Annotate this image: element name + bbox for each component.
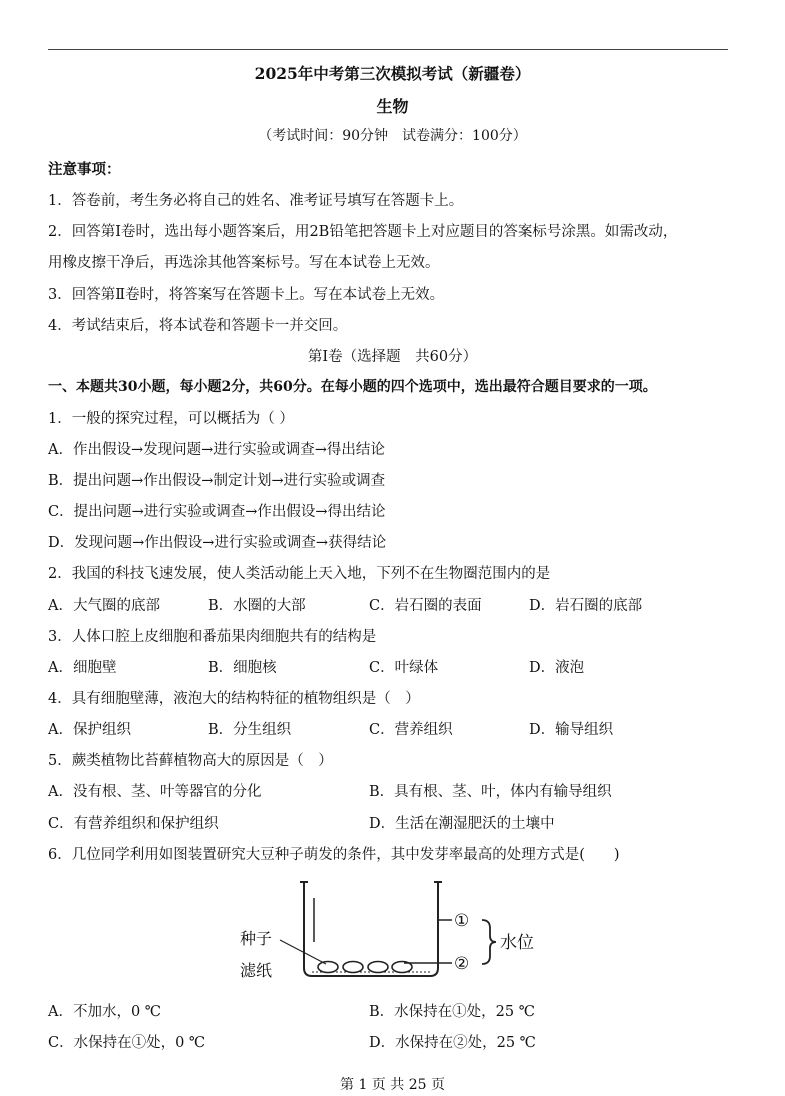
question-2-option-a: A．大气圈的底部 [48,598,160,614]
question-2-option-d: D．岩石圈的底部 [529,598,643,614]
question-6-option-a: A．不加水，0 ℃ [48,1004,162,1020]
question-5-option-c: C．有营养组织和保护组织 [48,816,219,832]
question-2-option-b: B．水圈的大部 [208,598,306,614]
notes-heading: 注意事项： [48,161,121,178]
question-4-option-d: D．输导组织 [529,722,614,738]
question-5-stem: 5．蕨类植物比苔藓植物高大的原因是（ ） [48,753,333,769]
page-footer: 第 1 页 共 25 页 [340,1077,445,1093]
question-1-option-c: C．提出问题→进行实验或调查→作出假设→得出结论 [48,504,386,520]
question-1-option-b: B．提出问题→作出假设→制定计划→进行实验或调查 [48,473,386,489]
label-filter-paper: 滤纸 [240,961,273,980]
question-6-option-d: D．水保持在②处，25 ℃ [369,1035,536,1051]
question-5-option-b: B．具有根、茎、叶，体内有输导组织 [369,784,612,800]
question-6-option-c: C．水保持在①处，0 ℃ [48,1035,206,1051]
question-4-option-a: A．保护组织 [48,722,131,738]
question-3-option-c: C．叶绿体 [369,660,439,676]
note-item: 3．回答第Ⅱ卷时，将答案写在答题卡上。写在本试卷上无效。 [48,287,445,303]
question-3-option-b: B．细胞核 [208,660,277,676]
question-6-option-b: B．水保持在①处，25 ℃ [369,1004,535,1020]
subject-title: 生物 [376,97,409,116]
question-3-stem: 3．人体口腔上皮细胞和番茄果肉细胞共有的结构是 [48,629,377,645]
section-title: 第Ⅰ卷（选择题 共60分） [307,349,478,365]
question-3-option-a: A．细胞壁 [48,660,117,676]
question-2-option-c: C．岩石圈的表面 [369,598,482,614]
note-item: 用橡皮擦干净后，再选涂其他答案标号。写在本试卷上无效。 [48,255,440,271]
note-item: 2．回答第Ⅰ卷时，选出每小题答案后，用2B铅笔把答题卡上对应题目的答案标号涂黑。如需改动， [48,224,678,240]
question-4-stem: 4．具有细胞壁薄，液泡大的结构特征的植物组织是（ ） [48,691,420,707]
question-4-option-b: B．分生组织 [208,722,292,738]
question-1-option-a: A．作出假设→发现问题→进行实验或调查→得出结论 [48,442,385,458]
label-seed: 种子 [240,929,273,948]
exam-info: （考试时间：90分钟 试卷满分：100分） [258,128,527,144]
question-6-stem: 6．几位同学利用如图装置研究大豆种子萌发的条件，其中发芽率最高的处理方式是( ) [48,847,620,863]
header-rule [48,49,728,50]
label-level-1: ① [454,911,470,931]
question-2-stem: 2．我国的科技飞速发展，使人类活动能上天入地，下列不在生物圈范围内的是 [48,566,551,582]
exam-title: 2025年中考第三次模拟考试（新疆卷） [254,64,531,83]
section-instruction: 一、本题共30小题，每小题2分，共60分。在每小题的四个选项中，选出最符合题目要求的一项。 [48,379,657,395]
label-water-level: 水位 [500,933,534,953]
question-3-option-d: D．液泡 [529,660,585,676]
question-5-option-d: D．生活在潮湿肥沃的土壤中 [369,816,555,832]
seed-germination-figure [230,876,550,992]
question-4-option-c: C．营养组织 [369,722,453,738]
question-5-option-a: A．没有根、茎、叶等器官的分化 [48,784,262,800]
question-1-stem: 1．一般的探究过程，可以概括为（ ） [48,411,294,427]
question-1-option-d: D．发现问题→作出假设→进行实验或调查→获得结论 [48,535,387,551]
note-item: 4．考试结束后，将本试卷和答题卡一并交回。 [48,318,348,334]
note-item: 1．答卷前，考生务必将自己的姓名、准考证号填写在答题卡上。 [48,193,464,209]
label-level-2: ② [454,954,470,974]
